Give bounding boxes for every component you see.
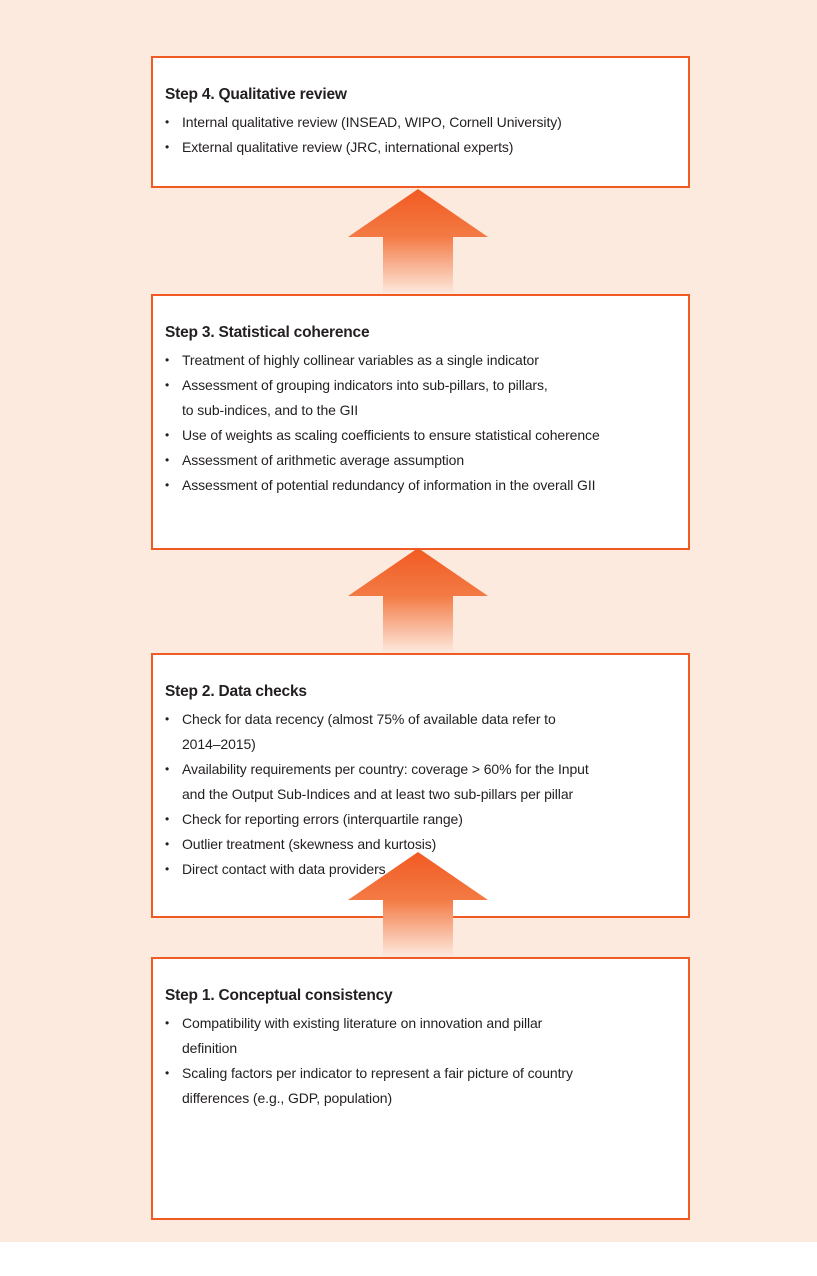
step-3-box xyxy=(151,294,690,550)
bullet: • xyxy=(165,378,170,392)
bullet: • xyxy=(165,353,170,367)
list-item: • Internal qualitative review (INSEAD, WIPO, Cornell University) xyxy=(165,110,674,135)
list-item: • Assessment of grouping indicators into sub-pillars, to pillars, to sub-indices, and to the GII xyxy=(165,373,674,423)
step-4-box xyxy=(151,56,690,188)
step-3-title: Step 3. Statistical coherence xyxy=(165,324,370,341)
step-1-box xyxy=(151,957,690,1220)
list-item: • External qualitative review (JRC, international experts) xyxy=(165,135,674,160)
step-3-list xyxy=(165,348,674,498)
list-item: • Direct contact with data providers xyxy=(165,857,674,882)
bullet: • xyxy=(165,1016,170,1030)
up-arrow-icon xyxy=(348,189,488,294)
bullet: • xyxy=(165,140,170,154)
list-item: • Check for data recency (almost 75% of available data refer to 2014–2015) xyxy=(165,707,674,757)
bullet: • xyxy=(165,115,170,129)
list-item: • Scaling factors per indicator to represent a fair picture of country differences (e.g., GDP, population) xyxy=(165,1061,674,1111)
bullet: • xyxy=(165,712,170,726)
step-4-title: Step 4. Qualitative review xyxy=(165,86,347,103)
list-item: • Compatibility with existing literature on innovation and pillar definition xyxy=(165,1011,674,1061)
bullet: • xyxy=(165,837,170,851)
list-item: • Assessment of potential redundancy of information in the overall GII xyxy=(165,473,674,498)
bullet: • xyxy=(165,812,170,826)
bullet: • xyxy=(165,478,170,492)
bullet: • xyxy=(165,1066,170,1080)
list-item: • Outlier treatment (skewness and kurtosis) xyxy=(165,832,674,857)
list-item: • Availability requirements per country: coverage > 60% for the Input and the Output Sub-Indices and at least two sub-pillars per pillar xyxy=(165,757,674,807)
step-1-list xyxy=(165,1011,674,1111)
list-item: • Assessment of arithmetic average assumption xyxy=(165,448,674,473)
bullet: • xyxy=(165,428,170,442)
step-4-list xyxy=(165,110,674,160)
up-arrow-icon xyxy=(348,548,488,653)
list-item: • Treatment of highly collinear variables as a single indicator xyxy=(165,348,674,373)
list-item: • Use of weights as scaling coefficients to ensure statistical coherence xyxy=(165,423,674,448)
step-2-title: Step 2. Data checks xyxy=(165,683,307,700)
bullet: • xyxy=(165,762,170,776)
up-arrow-icon xyxy=(348,852,488,957)
bullet: • xyxy=(165,862,170,876)
step-1-title: Step 1. Conceptual consistency xyxy=(165,987,393,1004)
list-item: • Check for reporting errors (interquartile range) xyxy=(165,807,674,832)
bullet: • xyxy=(165,453,170,467)
